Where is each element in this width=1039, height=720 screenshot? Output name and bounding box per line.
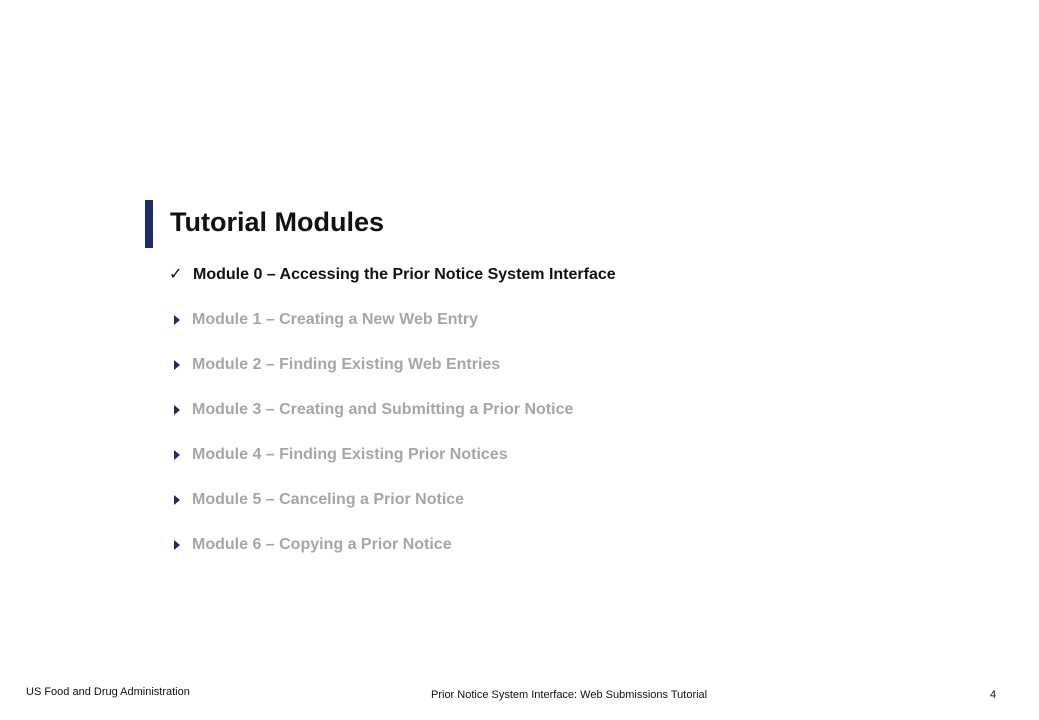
module-label: Module 5 – Canceling a Prior Notice [192, 491, 465, 508]
module-item-2 [168, 354, 616, 399]
module-item-1 [168, 309, 616, 354]
title-accent-bar [145, 200, 153, 248]
module-label: Module 3 – Creating and Submitting a Prior Notice [192, 401, 574, 418]
module-list [168, 264, 616, 579]
module-item-5 [168, 489, 616, 534]
footer-document-title: Prior Notice System Interface: Web Submissions Tutorial [431, 689, 708, 701]
module-label: Module 1 – Creating a New Web Entry [192, 311, 478, 328]
module-item-4 [168, 444, 616, 489]
triangle-right-icon [168, 444, 192, 460]
slide-title: Tutorial Modules [170, 207, 384, 237]
module-label: Module 6 – Copying a Prior Notice [192, 536, 452, 553]
triangle-right-icon [168, 534, 192, 550]
triangle-right-icon [168, 399, 192, 415]
triangle-right-icon [168, 354, 192, 370]
module-item-3 [168, 399, 616, 444]
page-number: 4 [990, 689, 997, 701]
check-icon: ✓ [169, 266, 183, 283]
module-label: Module 4 – Finding Existing Prior Notices [192, 446, 508, 463]
module-label: Module 2 – Finding Existing Web Entries [192, 356, 501, 373]
module-item-6 [168, 534, 616, 579]
module-label: Module 0 – Accessing the Prior Notice System Interface [193, 266, 616, 283]
triangle-right-icon [168, 309, 192, 325]
module-item-0 [168, 264, 616, 309]
triangle-right-icon [168, 489, 192, 505]
footer-organization: US Food and Drug Administration [26, 686, 190, 698]
